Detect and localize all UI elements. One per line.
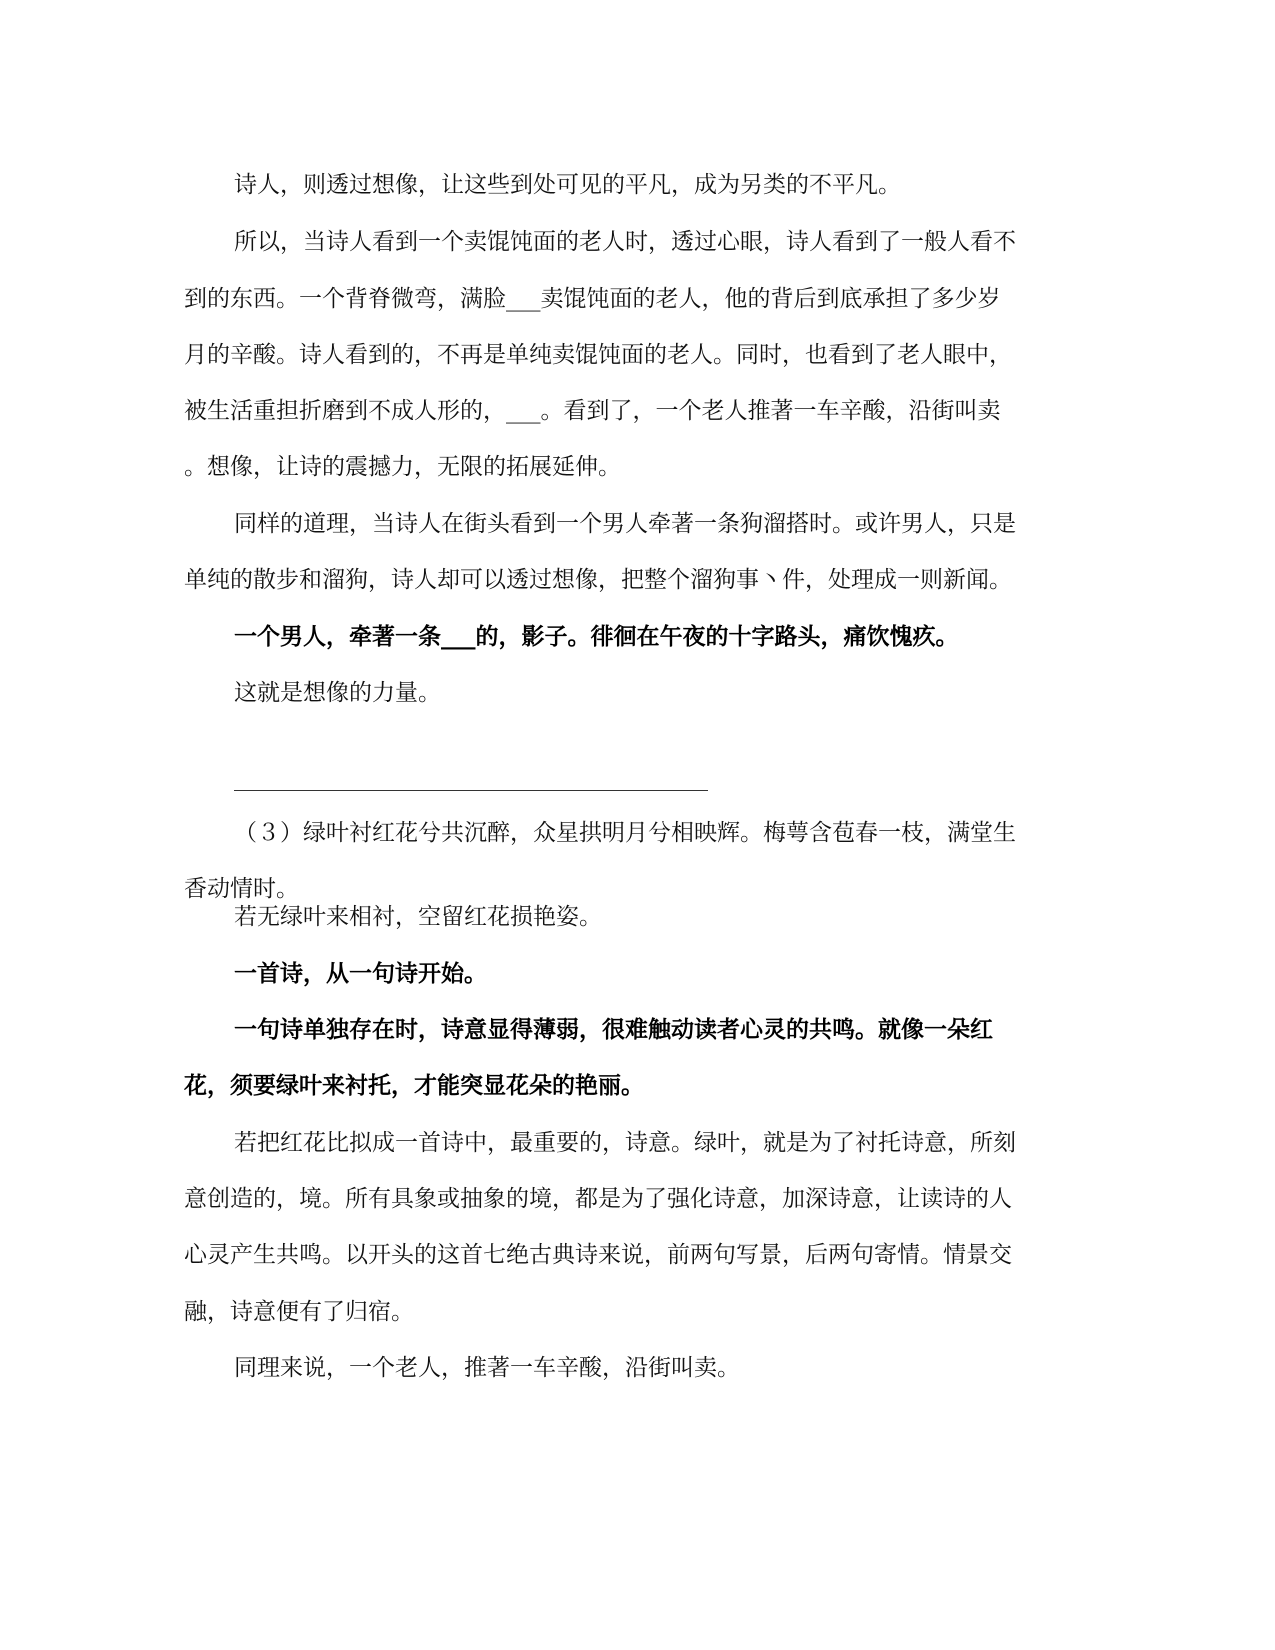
paragraph-line: 到的东西。一个背脊微弯，满脸___卖馄饨面的老人，他的背后到底承担了多少岁	[184, 286, 1001, 312]
paragraph-line: 。想像，让诗的震撼力，无限的拓展延伸。	[184, 454, 621, 480]
paragraph-line: 诗人，则透过想像，让这些到处可见的平凡，成为另类的不平凡。	[234, 172, 901, 198]
paragraph-line: 被生活重担折磨到不成人形的，___。看到了，一个老人推著一车辛酸，沿街叫卖	[184, 398, 1001, 424]
paragraph-line: 所以，当诗人看到一个卖馄饨面的老人时，透过心眼，诗人看到了一般人看不	[234, 229, 1016, 255]
paragraph-line: 若把红花比拟成一首诗中，最重要的，诗意。绿叶，就是为了衬托诗意，所刻	[234, 1130, 1016, 1156]
paragraph-line: 心灵产生共鸣。以开头的这首七绝古典诗来说，前两句写景，后两句寄情。情景交	[184, 1242, 1012, 1268]
paragraph-line: 这就是想像的力量。	[234, 680, 441, 706]
paragraph-line: 意创造的，境。所有具象或抽象的境，都是为了强化诗意，加深诗意，让读诗的人	[184, 1186, 1012, 1212]
paragraph-line: 融，诗意便有了归宿。	[184, 1299, 414, 1325]
paragraph-line: 月的辛酸。诗人看到的，不再是单纯卖馄饨面的老人。同时，也看到了老人眼中，	[184, 342, 1012, 368]
paragraph-line: （３）绿叶衬红花兮共沉醉，众星拱明月兮相映辉。梅萼含苞春一枝，满堂生	[234, 820, 1016, 846]
paragraph-line: 香动情时。	[184, 876, 299, 902]
paragraph-line: 同样的道理，当诗人在街头看到一个男人牵著一条狗溜搭时。或许男人，只是	[234, 511, 1016, 537]
paragraph-line: 若无绿叶来相衬，空留红花损艳姿。	[234, 904, 602, 930]
bold-paragraph-line: 花，须要绿叶来衬托，才能突显花朵的艳丽。	[184, 1072, 644, 1099]
section-divider	[234, 790, 708, 791]
paragraph-line: 单纯的散步和溜狗，诗人却可以透过想像，把整个溜狗事丶件，处理成一则新闻。	[184, 567, 1012, 593]
bold-paragraph-line: 一个男人，牵著一条___的，影子。徘徊在午夜的十字路头，痛饮愧疚。	[234, 623, 959, 650]
bold-paragraph-line: 一句诗单独存在时，诗意显得薄弱，很难触动读者心灵的共鸣。就像一朵红	[234, 1016, 993, 1043]
bold-paragraph-line: 一首诗，从一句诗开始。	[234, 960, 487, 987]
paragraph-line: 同理来说，一个老人，推著一车辛酸，沿街叫卖。	[234, 1355, 740, 1381]
